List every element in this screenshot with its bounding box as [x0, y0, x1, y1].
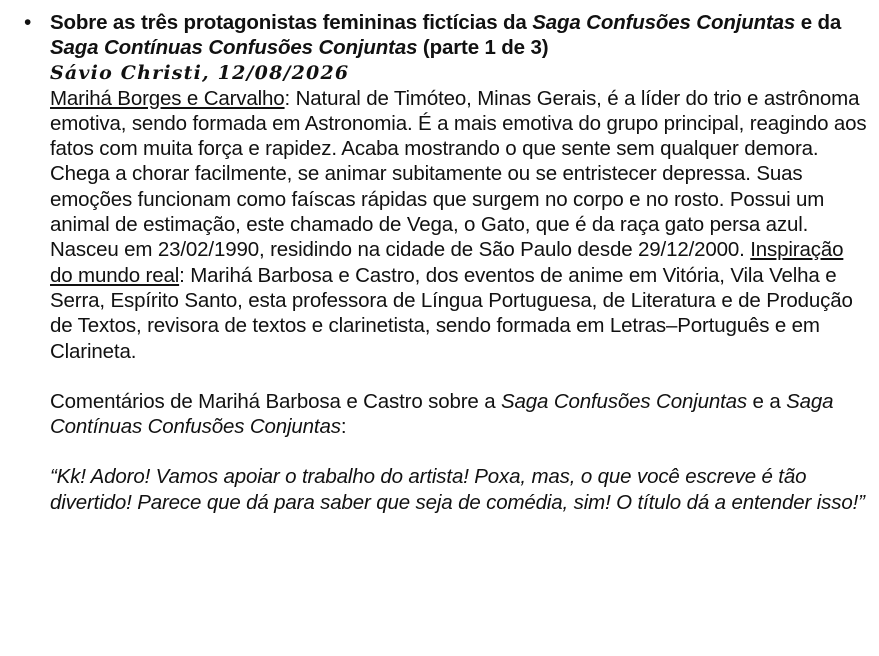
- spacer: [50, 364, 870, 389]
- title-saga-2: Saga Contínuas Confusões Conjuntas: [50, 36, 418, 60]
- comments-text-2: e a: [747, 389, 787, 413]
- title-text-1: Sobre as três protagonistas femininas fictícias da: [50, 11, 533, 34]
- author-line: [50, 61, 870, 86]
- comments-saga-1: Saga Confusões Conjuntas: [501, 389, 747, 413]
- character-name-label: Marihá Borges e Carvalho: [50, 86, 285, 110]
- comments-text-1: Comentários de Marihá Barbosa e Castro sobre a: [50, 389, 502, 413]
- bio-text-2: : Marihá Barbosa e Castro, dos eventos de anime em Vitória, Vila Velha e Serra, Espírito Santo, esta professora de Língua Portuguesa, de Literatura e de Produção de Textos, revisora de textos e clarinetista, sendo formada em Letras–Português e em Clarineta.: [50, 263, 853, 363]
- title-saga-1: Saga Confusões Conjuntas: [532, 11, 796, 34]
- slide-title: [50, 10, 870, 61]
- inspiration-label: Inspiração do mundo real: [50, 238, 844, 287]
- comments-text-3: :: [340, 415, 347, 439]
- comments-saga-2: Saga Contínuas Confusões Conjuntas: [50, 389, 834, 439]
- spacer: [50, 439, 870, 464]
- bullet-marker: •: [24, 11, 32, 34]
- bio-text-1: : Natural de Timóteo, Minas Gerais, é a líder do trio e astrônoma emotiva, sendo formada em Astronomia. É a mais emotiva do grupo principal, reagindo aos fatos com muita força e rapidez. Acaba mostrando o que sente sem qualquer demora. Chega a chorar facilmente, se animar subitamente ou se entristecer depressa. Suas emoções funcionam como faíscas rápidas que surgem no corpo e no rosto. Possui um animal de estimação, este chamado de Vega, o Gato, que é da raça gato persa azul. Nasceu em 23/02/1990, residindo na cidade de São Paulo desde 29/12/2000.: [50, 86, 867, 262]
- comments-heading: [50, 389, 870, 440]
- title-text-2: e da: [795, 11, 842, 34]
- slide-content: [50, 10, 870, 515]
- quote-text: “Kk! Adoro! Vamos apoiar o trabalho do artista! Poxa, mas, o que você escreve é tão divertido! Parece que dá para saber que seja de comédia, sim! O título dá a entender isso!”: [50, 465, 865, 514]
- author-date: , 12/08/2026: [202, 61, 350, 84]
- character-bio: [50, 86, 870, 364]
- author-name: Sávio Christi: [50, 61, 203, 84]
- title-text-3: (parte 1 de 3): [417, 36, 549, 60]
